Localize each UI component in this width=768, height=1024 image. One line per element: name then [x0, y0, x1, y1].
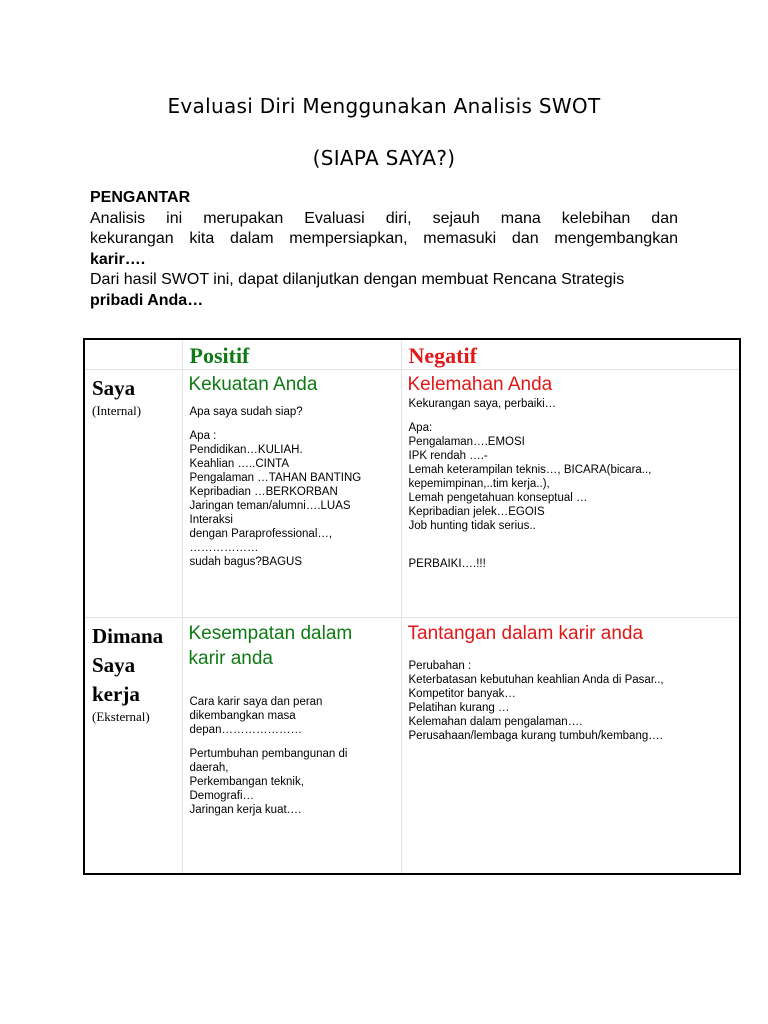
- row-sublabel-external: (Eksternal): [92, 709, 150, 724]
- swot-table: [83, 338, 741, 875]
- document-subtitle: (SIAPA SAYA?): [312, 146, 456, 170]
- intro-line-3: karir….: [90, 250, 146, 268]
- opportunity-line: dikembangkan masa: [189, 710, 296, 722]
- strength-cell: [182, 370, 401, 618]
- header-negative-cell: [401, 339, 740, 370]
- intro-section: [90, 188, 678, 311]
- row-sublabel-internal: (Internal): [92, 403, 142, 418]
- strength-line: ………………: [189, 542, 259, 554]
- header-negative: Negatif: [408, 343, 477, 368]
- strength-line: Pendidikan…KULIAH.: [189, 444, 303, 456]
- weakness-line: kepemimpinan,..tim kerja..),: [408, 478, 550, 490]
- row-label-kerja: kerja: [92, 682, 140, 706]
- intro-line-1: Analisis ini merupakan Evaluasi diri, sejauh mana kelebihan dan: [90, 209, 678, 227]
- opportunity-line: Cara karir saya dan peran: [189, 696, 323, 708]
- strength-question: Apa saya sudah siap?: [189, 406, 303, 418]
- weakness-cell: [401, 370, 740, 618]
- intro-heading: PENGANTAR: [90, 189, 191, 206]
- threat-line: Keterbatasan kebutuhan keahlian Anda di Pasar..,: [408, 674, 664, 686]
- threat-line: Perubahan :: [408, 660, 472, 672]
- header-empty-cell: [84, 339, 182, 370]
- strength-line: Jaringan teman/alumni….LUAS: [189, 500, 351, 512]
- threat-cell: [401, 618, 740, 874]
- weakness-footer: PERBAIKI….!!!: [408, 558, 486, 570]
- row-label-internal: [84, 370, 182, 618]
- header-positive-cell: [182, 339, 401, 370]
- weakness-line: Lemah pengetahuan konseptual …: [408, 492, 588, 504]
- strength-title: Kekuatan Anda: [188, 374, 318, 395]
- weakness-subtitle: Kekurangan saya, perbaiki…: [408, 398, 557, 410]
- threat-line: Kelemahan dalam pengalaman….: [408, 716, 583, 728]
- opportunity-line: daerah,: [189, 762, 229, 774]
- strength-line: Keahlian …..CINTA: [189, 458, 289, 470]
- weakness-line: Lemah keterampilan teknis…, BICARA(bicara..,: [408, 464, 652, 476]
- opportunity-line: Jaringan kerja kuat….: [189, 804, 302, 816]
- strength-line: dengan Paraprofessional…,: [189, 528, 333, 540]
- header-positive: Positif: [189, 343, 250, 368]
- intro-line-5: pribadi Anda…: [90, 291, 204, 309]
- row-label-saya-2: Saya: [92, 653, 136, 677]
- opportunity-title-line-1: Kesempatan dalam: [188, 623, 353, 644]
- intro-line-2: kekurangan kita dalam mempersiapkan, memasuki dan mengembangkan: [90, 230, 678, 247]
- strength-line: Apa :: [189, 430, 217, 442]
- row-label-dimana: Dimana: [92, 624, 164, 648]
- strength-line: Pengalaman …TAHAN BANTING: [189, 472, 362, 484]
- opportunity-title-line-2: karir anda: [188, 648, 273, 669]
- weakness-line: Kepribadian jelek…EGOIS: [408, 506, 545, 518]
- opportunity-line: Demografi…: [189, 790, 255, 802]
- document-title: Evaluasi Diri Menggunakan Analisis SWOT: [167, 94, 601, 118]
- table-row-external: [84, 618, 740, 874]
- table-row-internal: [84, 370, 740, 618]
- opportunity-line: Pertumbuhan pembangunan di: [189, 748, 348, 760]
- opportunity-cell: [182, 618, 401, 874]
- strength-line: Kepribadian …BERKORBAN: [189, 486, 338, 498]
- weakness-line: IPK rendah ….-: [408, 450, 488, 462]
- weakness-title: Kelemahan Anda: [407, 374, 553, 395]
- table-header-row: [84, 339, 740, 370]
- threat-line: Perusahaan/lembaga kurang tumbuh/kembang….: [408, 730, 663, 742]
- strength-line: sudah bagus?BAGUS: [189, 556, 303, 568]
- row-label-saya: Saya: [92, 376, 136, 400]
- weakness-line: Pengalaman….EMOSI: [408, 436, 525, 448]
- strength-line: Interaksi: [189, 514, 233, 526]
- row-label-external: [84, 618, 182, 874]
- threat-title: Tantangan dalam karir anda: [407, 623, 644, 644]
- opportunity-line: depan…………………: [189, 724, 302, 736]
- threat-line: Pelatihan kurang …: [408, 702, 510, 714]
- intro-line-4: Dari hasil SWOT ini, dapat dilanjutkan dengan membuat Rencana Strategis: [90, 271, 625, 288]
- weakness-line: Apa:: [408, 422, 433, 434]
- threat-line: Kompetitor banyak…: [408, 688, 516, 700]
- opportunity-line: Perkembangan teknik,: [189, 776, 304, 788]
- weakness-line: Job hunting tidak serius..: [408, 520, 536, 532]
